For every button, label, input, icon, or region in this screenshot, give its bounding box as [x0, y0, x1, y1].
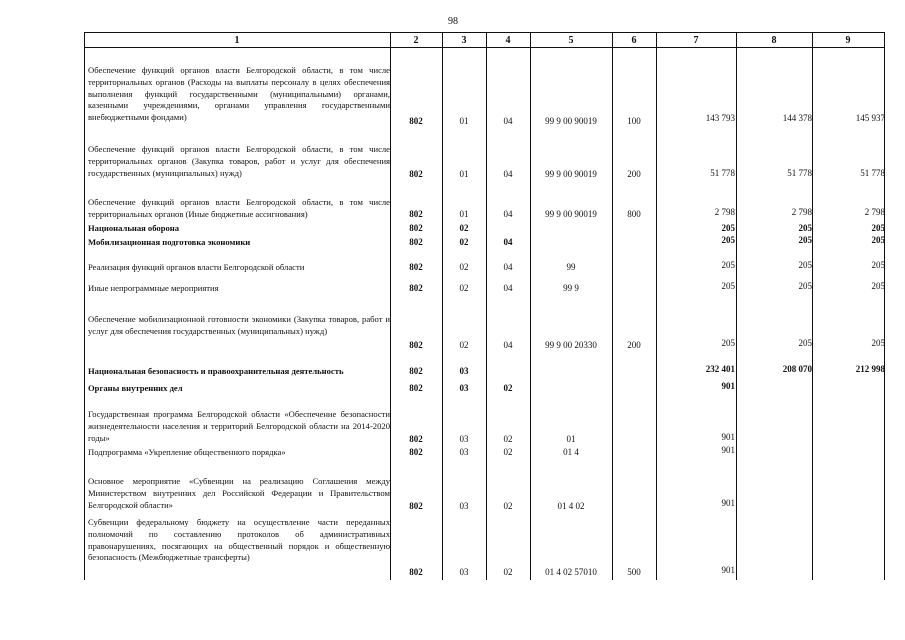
cell-ministry: 802 — [409, 223, 423, 233]
row-description: Обеспечение функций органов власти Белгородской области, в том числе территориальных органов (Закупка товаров, работ и услуг для обеспечения государственных (муниципальных) нужд) — [88, 144, 390, 178]
cell-amount-2: 205 — [798, 235, 812, 245]
cell-subsection: 02 — [503, 434, 513, 444]
cell-ministry: 802 — [409, 209, 423, 219]
row-description: Субвенции федеральному бюджету на осуществление части переданных полномочий по составлению протоколов об административных правонарушениях, посягающих на общественный порядок и общественную безопасность (Межбюджетные трансферты) — [88, 517, 390, 563]
row-description: Основное мероприятие «Субвенции на реализацию Соглашения между Министерством внутренних дел Российской Федерации и Правительством Белгородской области» — [88, 476, 390, 510]
row-description: Подпрограмма «Укрепление общественного порядка» — [88, 447, 286, 457]
cell-section: 03 — [459, 567, 469, 577]
cell-section: 02 — [459, 223, 469, 233]
cell-target: 01 4 02 — [557, 501, 585, 511]
col-divider-4 — [530, 32, 531, 580]
cell-ministry: 802 — [409, 169, 423, 179]
cell-amount-1: 205 — [721, 260, 735, 270]
cell-ministry: 802 — [409, 434, 423, 444]
col-divider-1 — [390, 32, 391, 580]
cell-expense-type: 200 — [627, 340, 641, 350]
cell-section: 01 — [459, 209, 469, 219]
cell-amount-3: 205 — [871, 260, 885, 270]
header-col-9: 9 — [845, 35, 851, 46]
row-description: Государственная программа Белгородской области «Обеспечение безопасности жизнедеятельности населения и территорий Белгородской области на 2014-2020 годы» — [88, 409, 390, 443]
cell-expense-type: 200 — [627, 169, 641, 179]
cell-subsection: 02 — [503, 501, 513, 511]
cell-target: 99 9 00 90019 — [545, 116, 597, 126]
cell-subsection: 04 — [503, 237, 513, 247]
cell-subsection: 04 — [503, 169, 513, 179]
table-left-border — [84, 32, 85, 580]
cell-ministry: 802 — [409, 501, 423, 511]
cell-subsection: 04 — [503, 340, 513, 350]
cell-ministry: 802 — [409, 262, 423, 272]
cell-amount-3: 205 — [871, 338, 885, 348]
cell-section: 02 — [459, 237, 469, 247]
header-col-7: 7 — [693, 35, 699, 46]
cell-amount-1: 901 — [721, 381, 735, 391]
cell-section: 02 — [459, 283, 469, 293]
cell-expense-type: 800 — [627, 209, 641, 219]
cell-target: 01 4 — [563, 447, 579, 457]
cell-target: 99 9 00 20330 — [545, 340, 597, 350]
row-description: Реализация функций органов власти Белгородской области — [88, 262, 305, 272]
cell-amount-1: 901 — [721, 498, 735, 508]
cell-amount-2: 2 798 — [791, 207, 812, 217]
table-top-border — [84, 32, 884, 33]
cell-ministry: 802 — [409, 237, 423, 247]
cell-amount-2: 144 378 — [782, 113, 812, 123]
cell-amount-1: 2 798 — [714, 207, 735, 217]
cell-subsection: 04 — [503, 116, 513, 126]
cell-amount-3: 51 778 — [860, 168, 885, 178]
row-description: Национальная безопасность и правоохранительная деятельность — [88, 366, 344, 376]
cell-amount-3: 145 937 — [855, 113, 885, 123]
cell-target: 99 — [566, 262, 576, 272]
cell-section: 03 — [459, 366, 469, 376]
header-col-2: 2 — [413, 35, 419, 46]
row-description: Национальная оборона — [88, 223, 180, 233]
cell-amount-2: 205 — [798, 223, 812, 233]
cell-amount-1: 143 793 — [705, 113, 735, 123]
cell-section: 03 — [459, 434, 469, 444]
cell-amount-3: 205 — [871, 281, 885, 291]
cell-section: 02 — [459, 262, 469, 272]
cell-target: 01 4 02 57010 — [545, 567, 597, 577]
cell-target: 99 9 00 90019 — [545, 169, 597, 179]
cell-subsection: 02 — [503, 447, 513, 457]
cell-amount-2: 205 — [798, 281, 812, 291]
cell-target: 01 — [566, 434, 576, 444]
cell-section: 03 — [459, 447, 469, 457]
cell-amount-3: 205 — [871, 235, 885, 245]
row-description: Мобилизационная подготовка экономики — [88, 237, 251, 247]
header-bottom-border — [84, 47, 884, 48]
cell-expense-type: 500 — [627, 567, 641, 577]
cell-amount-2: 205 — [798, 338, 812, 348]
cell-amount-3: 205 — [871, 223, 885, 233]
row-description: Обеспечение мобилизационной готовности экономики (Закупка товаров, работ и услуг для обеспечения государственных (муниципальных) нужд) — [88, 314, 390, 336]
cell-amount-1: 901 — [721, 565, 735, 575]
cell-amount-3: 2 798 — [864, 207, 885, 217]
row-description: Иные непрограммные мероприятия — [88, 283, 219, 293]
cell-amount-1: 205 — [721, 338, 735, 348]
cell-section: 02 — [459, 340, 469, 350]
row-description: Обеспечение функций органов власти Белгородской области, в том числе территориальных органов (Иные бюджетные ассигнования) — [88, 197, 390, 219]
cell-section: 03 — [459, 383, 469, 393]
cell-subsection: 04 — [503, 262, 513, 272]
cell-section: 01 — [459, 116, 469, 126]
col-divider-2 — [442, 32, 443, 580]
cell-section: 01 — [459, 169, 469, 179]
row-description: Органы внутренних дел — [88, 383, 183, 393]
page-number: 98 — [448, 16, 458, 27]
cell-ministry: 802 — [409, 383, 423, 393]
cell-amount-1: 51 778 — [710, 168, 735, 178]
cell-ministry: 802 — [409, 340, 423, 350]
row-description: Обеспечение функций органов власти Белгородской области, в том числе территориальных органов (Расходы на выплаты персоналу в целях обеспечения выполнения функций государственными (муниципальными) органами, казенными учреждениями, органами управления государственными внебюджетными фондами) — [88, 65, 390, 123]
cell-ministry: 802 — [409, 283, 423, 293]
cell-section: 03 — [459, 501, 469, 511]
cell-amount-1: 901 — [721, 445, 735, 455]
col-divider-3 — [486, 32, 487, 580]
cell-ministry: 802 — [409, 447, 423, 457]
cell-subsection: 04 — [503, 283, 513, 293]
cell-target: 99 9 00 90019 — [545, 209, 597, 219]
cell-amount-2: 51 778 — [787, 168, 812, 178]
header-col-5: 5 — [568, 35, 574, 46]
cell-amount-1: 205 — [721, 235, 735, 245]
cell-ministry: 802 — [409, 366, 423, 376]
cell-ministry: 802 — [409, 116, 423, 126]
cell-amount-2: 205 — [798, 260, 812, 270]
cell-ministry: 802 — [409, 567, 423, 577]
cell-amount-1: 232 401 — [705, 364, 735, 374]
cell-subsection: 04 — [503, 209, 513, 219]
header-col-3: 3 — [461, 35, 467, 46]
header-col-6: 6 — [631, 35, 637, 46]
cell-expense-type: 100 — [627, 116, 641, 126]
col-divider-5 — [612, 32, 613, 580]
cell-amount-1: 901 — [721, 432, 735, 442]
header-col-4: 4 — [505, 35, 511, 46]
cell-target: 99 9 — [563, 283, 579, 293]
header-col-8: 8 — [771, 35, 777, 46]
cell-subsection: 02 — [503, 567, 513, 577]
cell-amount-1: 205 — [721, 223, 735, 233]
cell-amount-2: 208 070 — [782, 364, 812, 374]
col-divider-8 — [812, 32, 813, 580]
cell-subsection: 02 — [503, 383, 513, 393]
cell-amount-3: 212 998 — [855, 364, 885, 374]
header-col-1: 1 — [234, 35, 240, 46]
cell-amount-1: 205 — [721, 281, 735, 291]
